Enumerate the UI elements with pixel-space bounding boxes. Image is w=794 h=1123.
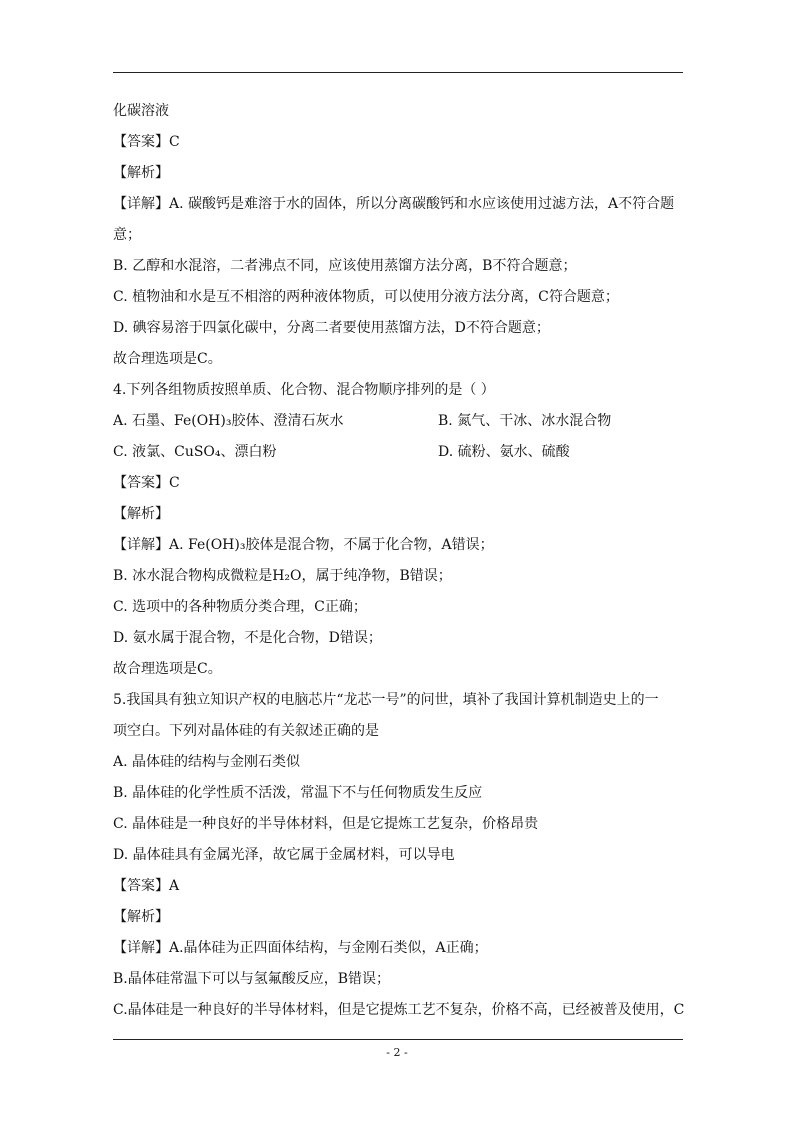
text-line: B. 冰水混合物构成微粒是H₂O，属于纯净物，B错误； — [113, 568, 452, 584]
option-d: D. 晶体硅具有金属光泽，故它属于金属材料，可以导电 — [113, 847, 455, 863]
text-line: D. 氨水属于混合物，不是化合物，D错误； — [113, 630, 382, 646]
option-a: A. 石墨、Fe(OH)₃胶体、澄清石灰水 — [113, 413, 344, 429]
page-number: - 2 - — [386, 1046, 408, 1059]
option-a: A. 晶体硅的结构与金刚石类似 — [113, 754, 301, 770]
answer-label: 【答案】C — [113, 134, 180, 150]
option-b: B. 晶体硅的化学性质不活泼，常温下不与任何物质发生反应 — [113, 785, 483, 801]
text-line: 【详解】A. Fe(OH)₃胶体是混合物，不属于化合物，A错误； — [113, 537, 494, 553]
options-row — [113, 406, 685, 437]
analysis-label: 【解析】 — [113, 506, 169, 522]
option-d: D. 硫粉、氨水、硫酸 — [438, 444, 570, 460]
option-c: C. 液氯、CuSO₄、漂白粉 — [113, 444, 277, 460]
text-line: 【详解】A.晶体硅为正四面体结构，与金刚石类似，A正确； — [113, 940, 488, 956]
text-line: 意； — [113, 227, 141, 243]
option-b: B. 氮气、干冰、冰水混合物 — [438, 413, 612, 429]
question-4: 4.下列各组物质按照单质、化合物、混合物顺序排列的是（ ） — [113, 382, 495, 398]
analysis-label: 【解析】 — [113, 165, 169, 181]
text-line: 化碳溶液 — [113, 103, 169, 119]
text-line: B. 乙醇和水混溶，二者沸点不同，应该使用蒸馏方法分离，B不符合题意； — [113, 258, 577, 274]
text-line: D. 碘容易溶于四氯化碳中，分离二者要使用蒸馏方法，D不符合题意； — [113, 320, 550, 336]
text-line: C. 植物油和水是互不相溶的两种液体物质，可以使用分液方法分离，C符合题意； — [113, 289, 619, 305]
answer-label: 【答案】A — [113, 878, 180, 894]
text-line: 故合理选项是C。 — [113, 661, 222, 677]
text-line: C. 选项中的各种物质分类合理，C正确； — [113, 599, 367, 615]
text-line: 故合理选项是C。 — [113, 351, 222, 367]
footer-rule — [113, 1039, 683, 1040]
text-line: C.晶体硅是一种良好的半导体材料，但是它提炼工艺不复杂，价格不高，已经被普及使用，C — [113, 1002, 685, 1018]
analysis-label: 【解析】 — [113, 909, 169, 925]
option-c: C. 晶体硅是一种良好的半导体材料，但是它提炼工艺复杂，价格昂贵 — [113, 816, 539, 832]
answer-label: 【答案】C — [113, 475, 180, 491]
text-line: B.晶体硅常温下可以与氢氟酸反应，B错误； — [113, 971, 391, 987]
question-5: 5.我国具有独立知识产权的电脑芯片“龙芯一号”的问世，填补了我国计算机制造史上的一 — [113, 692, 659, 708]
text-line: 【详解】A. 碳酸钙是难溶于水的固体，所以分离碳酸钙和水应该使用过滤方法，A不符合题 — [113, 196, 675, 212]
options-row — [113, 437, 685, 468]
header-rule — [113, 72, 683, 73]
document-body — [113, 96, 685, 1026]
text-line: 项空白。下列对晶体硅的有关叙述正确的是 — [113, 723, 379, 739]
